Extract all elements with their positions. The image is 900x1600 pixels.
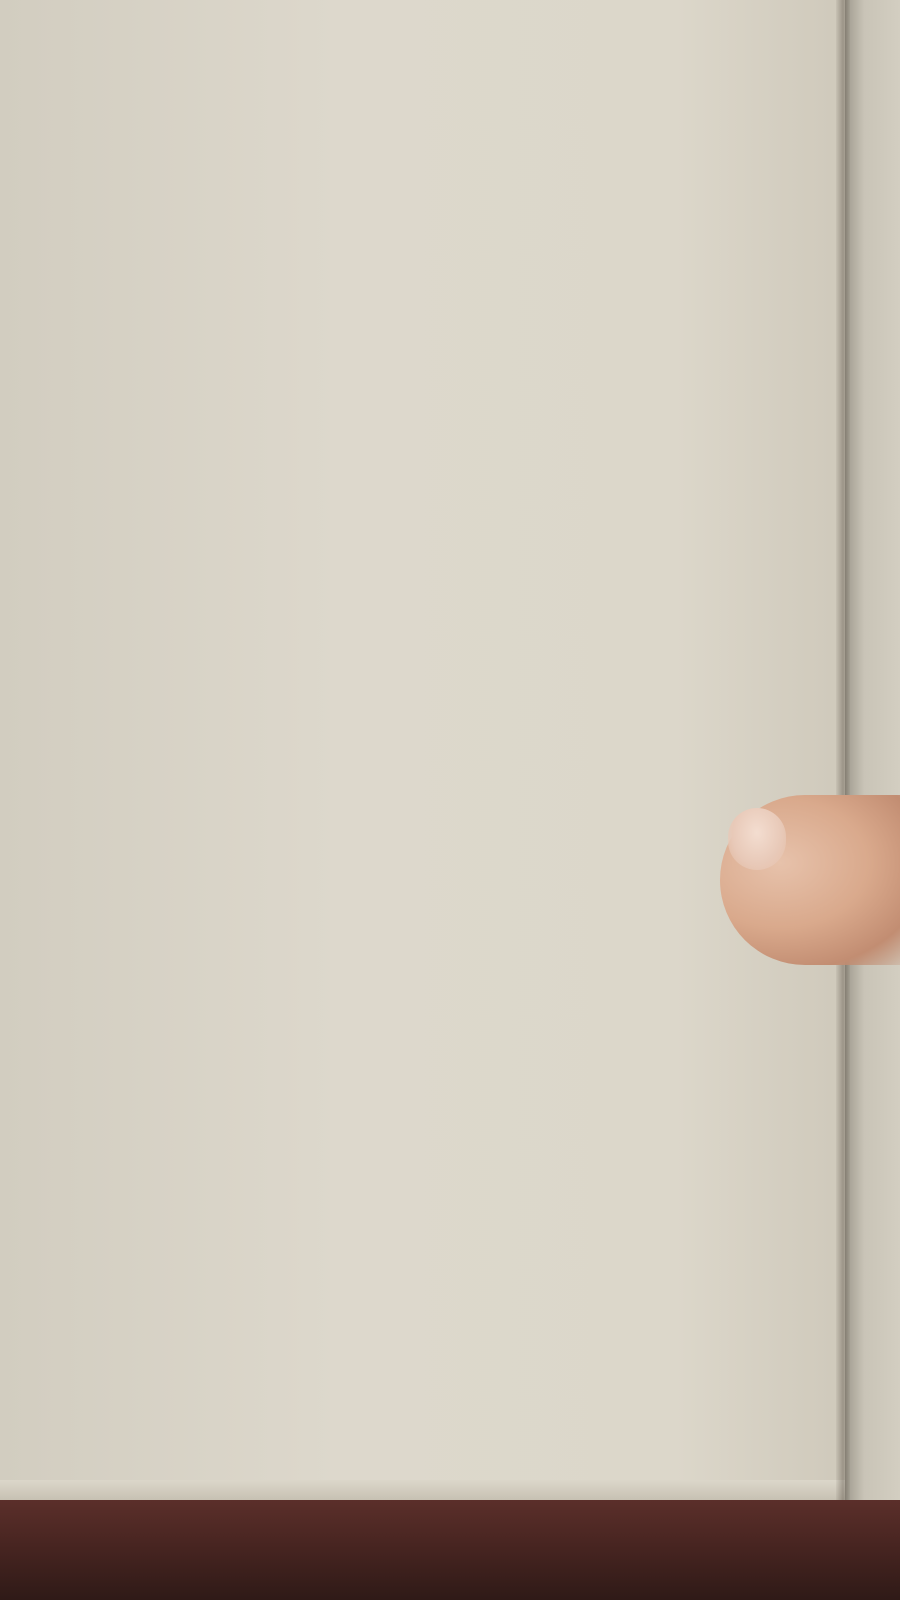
fingernail bbox=[728, 808, 786, 870]
directory-content bbox=[18, 92, 823, 141]
next-page-edge bbox=[845, 0, 900, 1540]
book-gutter bbox=[836, 0, 850, 1545]
book-cover bbox=[0, 1500, 900, 1600]
